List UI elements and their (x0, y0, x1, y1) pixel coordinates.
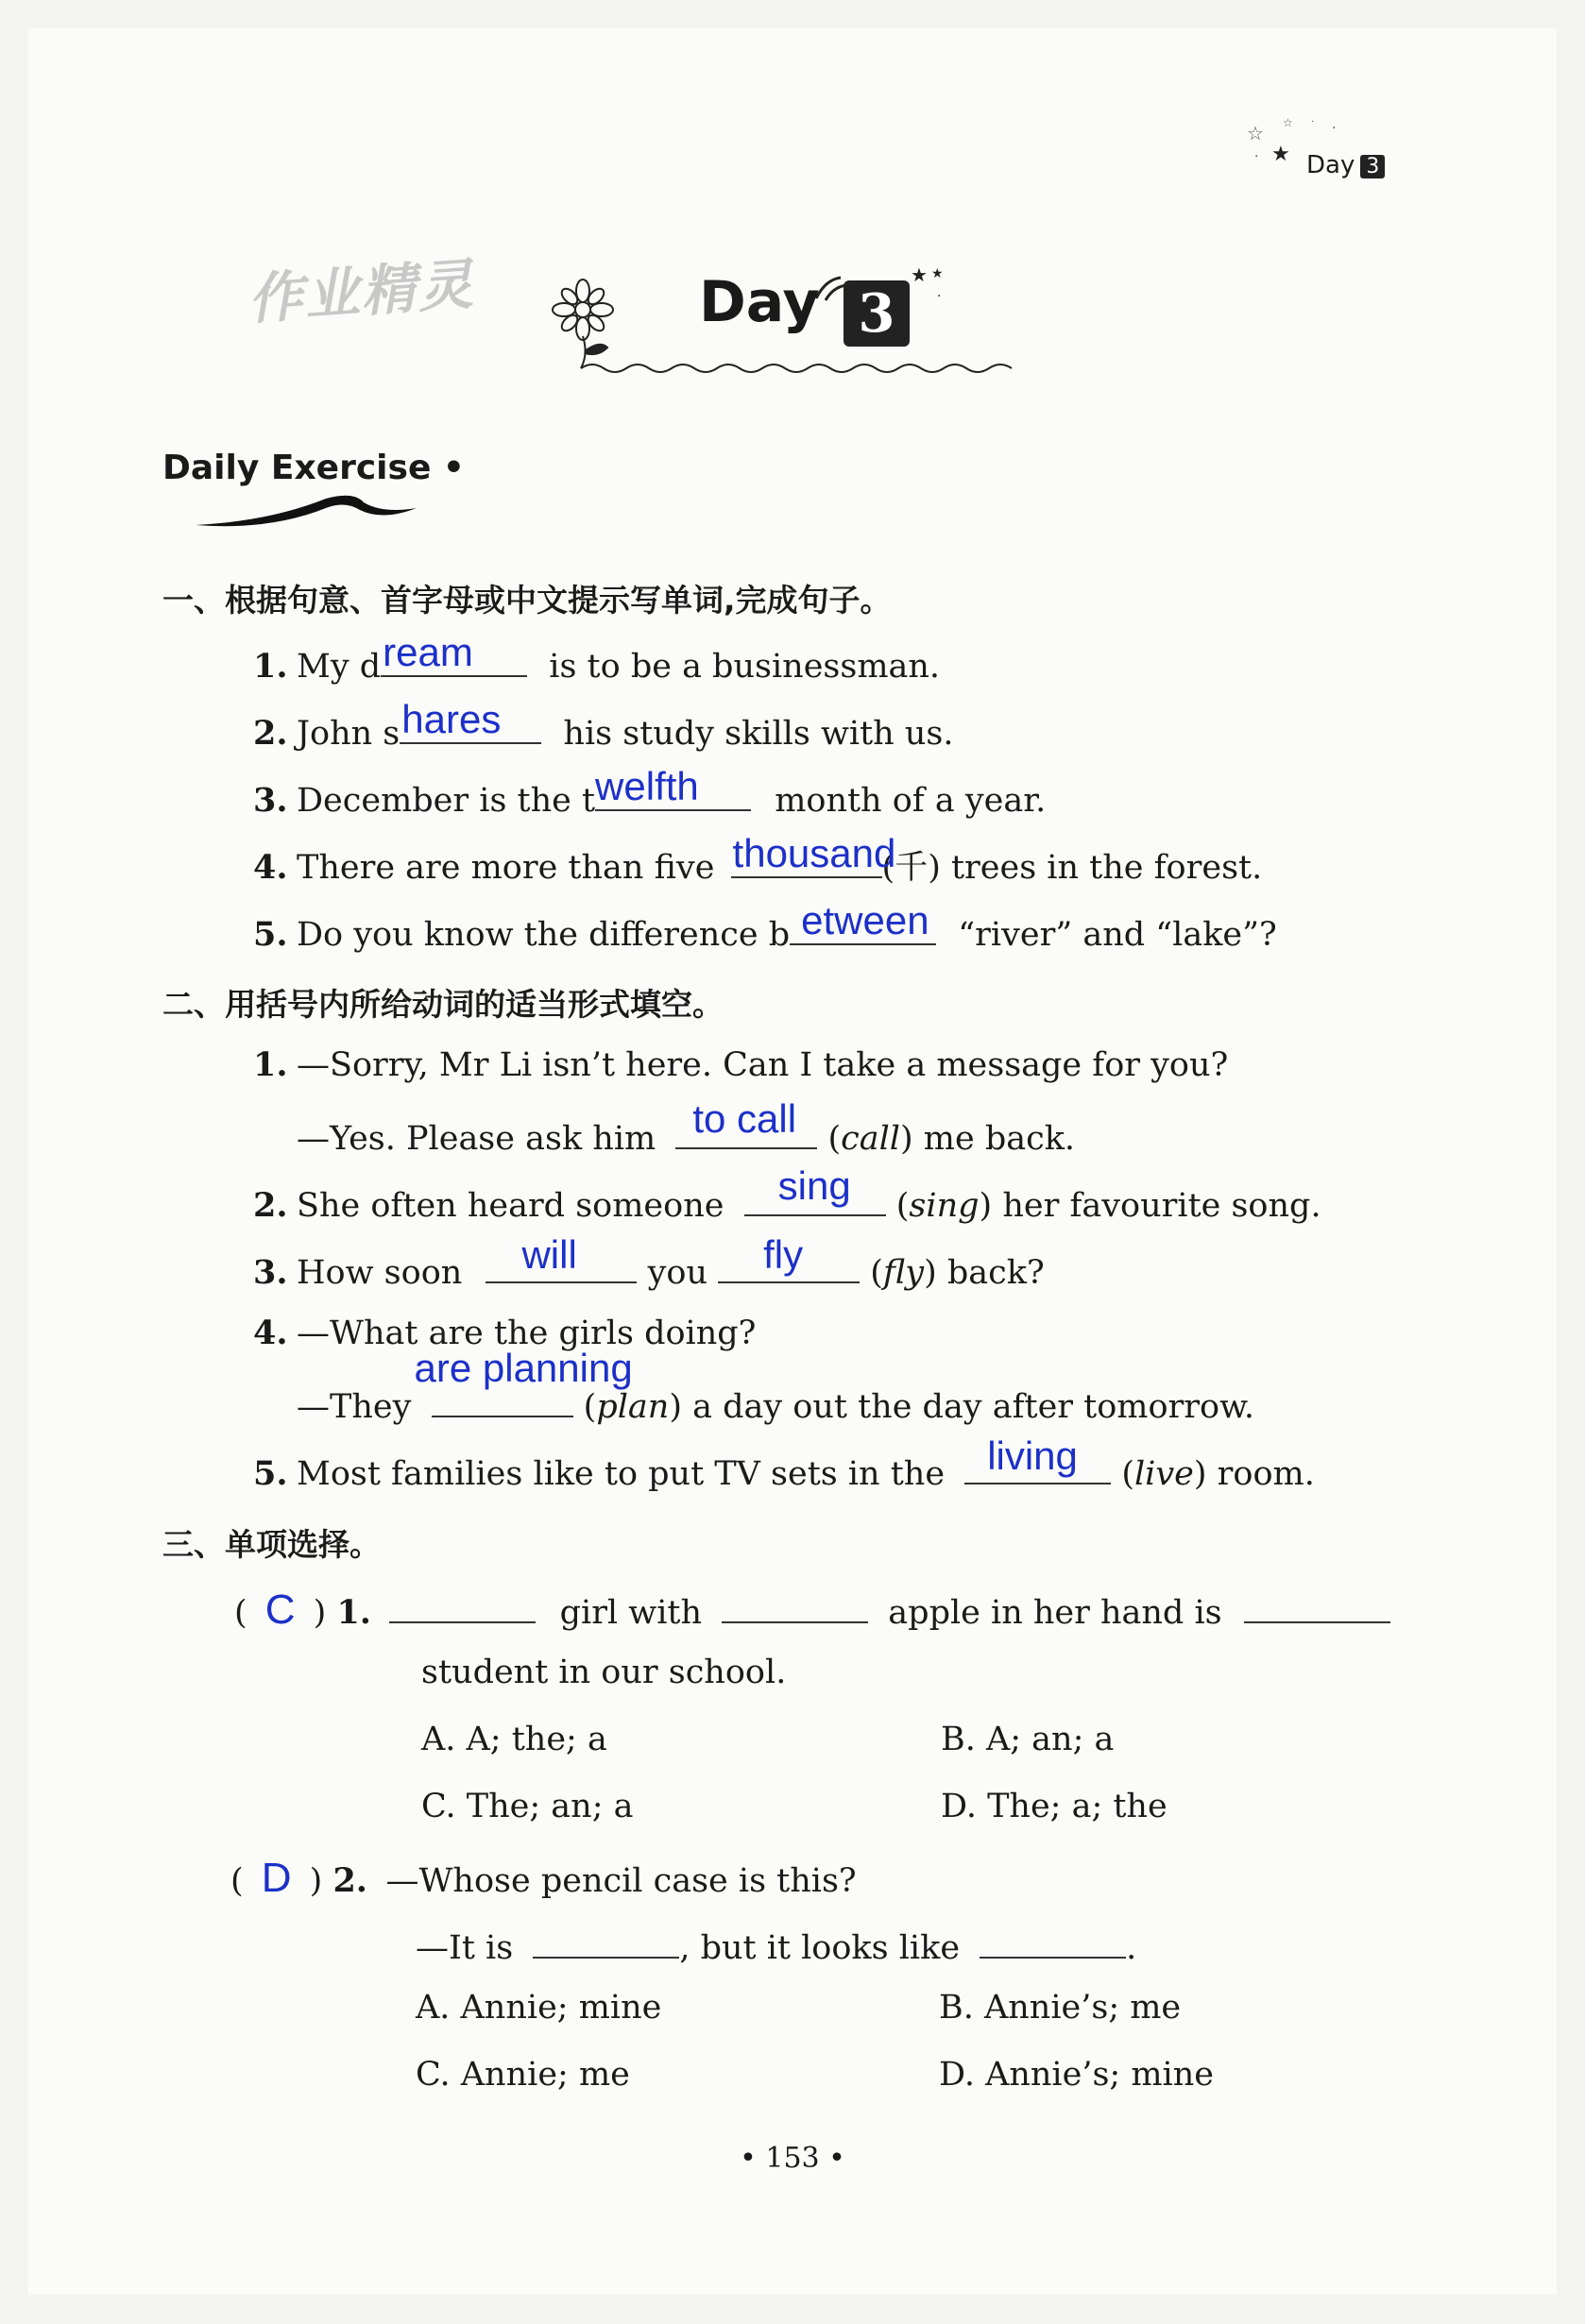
s2-item-2-number: 2. (253, 1185, 288, 1225)
s1-item-2-answer: hares (401, 696, 502, 741)
s2-item-2-answer: sing (777, 1162, 851, 1208)
s1-item-4-rest: (千) trees in the forest. (881, 849, 1263, 887)
s3-q2-number: 2. (332, 1861, 367, 1900)
s3-q2-option-a[interactable]: A. Annie; mine (416, 1989, 662, 2027)
s2-item-3-answer-1: will (521, 1231, 577, 1277)
daily-exercise-heading: Daily Exercise • (162, 449, 465, 487)
s1-item-3 (253, 763, 1047, 820)
title-stars-icon (909, 263, 956, 310)
s2-item-4-verb: plan (596, 1387, 670, 1426)
s2-item-3-blank-2[interactable] (718, 1231, 860, 1283)
svg-text:·: · (1332, 121, 1337, 136)
s2-item-4-blank[interactable] (414, 1345, 633, 1417)
s1-item-4-prompt: There are more than five (297, 849, 715, 887)
s1-item-4-number: 4. (253, 848, 288, 887)
title-day: Day (699, 269, 820, 335)
s1-item-5 (253, 897, 1277, 954)
svg-text:·: · (1311, 117, 1315, 127)
s3-q1-line2: student in our school. (421, 1654, 787, 1691)
s2-item-1-blank[interactable] (675, 1095, 817, 1149)
s3-q1-blank-3[interactable] (1244, 1586, 1390, 1623)
s1-item-3-rest: month of a year. (775, 781, 1047, 820)
s2-item-1-line2: —Yes. Please ask him to call (call) me back. (297, 1095, 1076, 1158)
s3-q2-blank-1[interactable] (533, 1922, 679, 1959)
s2-item-1-prompt: —Sorry, Mr Li isn’t here. Can I take a message for you? (297, 1046, 1229, 1084)
s1-item-3-number: 3. (253, 780, 288, 820)
s2-item-5-number: 5. (253, 1453, 288, 1493)
svg-text:★: ★ (1271, 143, 1290, 166)
s2-item-5-rest: room. (1217, 1454, 1315, 1493)
s2-item-3-prompt: How soon (297, 1253, 463, 1292)
s3-q2-option-d[interactable]: D. Annie’s; mine (939, 2056, 1214, 2094)
s2-item-3-number: 3. (253, 1252, 288, 1292)
s1-item-1-blank[interactable] (381, 629, 527, 677)
s2-item-1-rest: me back. (923, 1119, 1076, 1158)
s1-item-5-blank[interactable] (790, 897, 936, 945)
s2-item-3-rest: back? (946, 1253, 1045, 1292)
s3-q2-text-3: . (1126, 1928, 1137, 1967)
s3-q2-option-b[interactable]: B. Annie’s; me (939, 1989, 1182, 2027)
s1-item-4-blank[interactable] (731, 831, 896, 878)
s2-item-4-prompt: —What are the girls doing? (297, 1315, 757, 1352)
s2-item-2: 2. She often heard someone sing (sing) her favourite song. (253, 1162, 1321, 1225)
s2-item-5-verb: live (1133, 1454, 1194, 1493)
s2-item-1-reply: —Yes. Please ask him (297, 1119, 656, 1158)
s1-item-1-rest: is to be a businessman. (549, 647, 941, 686)
s2-item-1-answer: to call (692, 1095, 797, 1141)
s1-item-3-prompt: December is the t (297, 781, 596, 820)
s3-q1-text-2: apple in her hand is (888, 1594, 1222, 1632)
svg-text:☆: ☆ (1247, 122, 1264, 144)
s1-item-1 (253, 629, 941, 686)
s2-item-2-prompt: She often heard someone (297, 1186, 724, 1225)
s2-item-1-verb: call (841, 1119, 900, 1158)
s3-q1-text-1: girl with (559, 1594, 703, 1632)
s3-q2-line2 (416, 1922, 1136, 1967)
s3-q1-number: 1. (336, 1593, 371, 1632)
s1-item-5-rest: “river” and “lake”? (958, 915, 1277, 954)
watermark: 作业精灵 (246, 251, 477, 332)
s2-item-5-blank[interactable] (964, 1433, 1111, 1484)
s2-item-3-answer-2: fly (763, 1231, 804, 1277)
s2-item-4-rest: a day out the day after tomorrow. (692, 1387, 1255, 1426)
s3-q2-text-1: —It is (416, 1928, 514, 1967)
s1-item-5-answer: etween (801, 897, 929, 942)
header-day-label: Day (1306, 151, 1355, 179)
s3-q2-line1: ( D ) 2. —Whose pencil case is this? (230, 1855, 857, 1901)
s1-item-2 (253, 696, 954, 753)
s1-item-2-number: 2. (253, 713, 288, 753)
s1-item-4 (253, 831, 1263, 889)
s1-item-1-number: 1. (253, 646, 288, 686)
title-day-number: 3 (844, 280, 910, 347)
s2-item-4-number: 4. (253, 1314, 288, 1352)
s3-q1-option-a[interactable]: A. A; the; a (421, 1721, 607, 1758)
s1-item-2-prompt: John s (297, 714, 401, 753)
s3-q1-option-c[interactable]: C. The; an; a (421, 1788, 634, 1825)
s2-item-5: 5. Most families like to put TV sets in the living (live) room. (253, 1433, 1315, 1493)
s1-item-3-answer: welfth (595, 763, 699, 808)
s3-q1-line1: ( C ) 1. girl with apple in her hand is (234, 1586, 1390, 1634)
daily-exercise-label: Daily Exercise (162, 449, 432, 487)
s1-item-5-number: 5. (253, 914, 288, 954)
s2-item-5-prompt: Most families like to put TV sets in the (297, 1454, 946, 1493)
s2-item-4-line2: —They are planning (plan) a day out the day after tomorrow. (297, 1345, 1255, 1426)
s3-q2-prompt: —Whose pencil case is this? (385, 1862, 857, 1900)
s1-item-5-prompt: Do you know the difference b (297, 915, 791, 954)
daily-exercise-swoosh-icon (194, 493, 420, 531)
s1-item-4-answer: thousand (732, 831, 896, 875)
s2-item-4-reply: —They (297, 1387, 412, 1426)
section2-heading: 二、用括号内所给动词的适当形式填空。 (162, 986, 724, 1023)
svg-text:★: ★ (931, 266, 944, 281)
s1-item-2-blank[interactable] (400, 696, 541, 744)
s1-item-1-answer: ream (383, 629, 473, 674)
s2-item-3: 3. How soon will you fly (fly) back? (253, 1231, 1045, 1292)
s1-item-3-blank[interactable] (595, 763, 751, 811)
page-number: • 153 • (740, 2142, 845, 2175)
s2-item-5-answer: living (987, 1433, 1078, 1478)
svg-text:·: · (1254, 149, 1259, 164)
s3-q2-blank-2[interactable] (980, 1922, 1126, 1959)
header-day (1306, 151, 1385, 179)
s2-item-2-verb: sing (909, 1186, 980, 1225)
s3-q1-option-b[interactable]: B. A; an; a (941, 1721, 1115, 1758)
header-day-number: 3 (1360, 155, 1385, 178)
s2-item-2-rest: her favourite song. (1002, 1186, 1321, 1225)
s1-item-1-prompt: My d (297, 647, 382, 686)
s2-item-3-verb: fly (882, 1253, 925, 1292)
s1-item-2-rest: his study skills with us. (563, 714, 954, 753)
section3-heading: 三、单项选择。 (162, 1526, 381, 1563)
s2-item-1-line1 (253, 1045, 1228, 1084)
section1-heading: 一、根据句意、首字母或中文提示写单词,完成句子。 (162, 582, 892, 619)
svg-text:·: · (937, 289, 942, 304)
s3-q1-blank-2[interactable] (722, 1586, 868, 1623)
s3-q1-blank-1[interactable] (389, 1586, 536, 1623)
s3-q1-answer[interactable]: C (264, 1586, 296, 1633)
s2-item-3-blank-1[interactable] (486, 1231, 637, 1283)
s3-q2-option-c[interactable]: C. Annie; me (416, 2056, 630, 2094)
s3-q2-text-2: , but it looks like (679, 1928, 961, 1967)
s2-item-4-answer: are planning (414, 1345, 633, 1390)
s2-item-1-number: 1. (253, 1045, 288, 1084)
s2-item-2-blank[interactable] (744, 1162, 886, 1216)
svg-text:☆: ☆ (1283, 116, 1293, 129)
s3-q1-option-d[interactable]: D. The; a; the (941, 1788, 1167, 1825)
s3-q2-answer[interactable]: D (261, 1855, 292, 1901)
s2-item-3-mid: you (647, 1253, 707, 1292)
svg-text:★: ★ (911, 263, 928, 286)
